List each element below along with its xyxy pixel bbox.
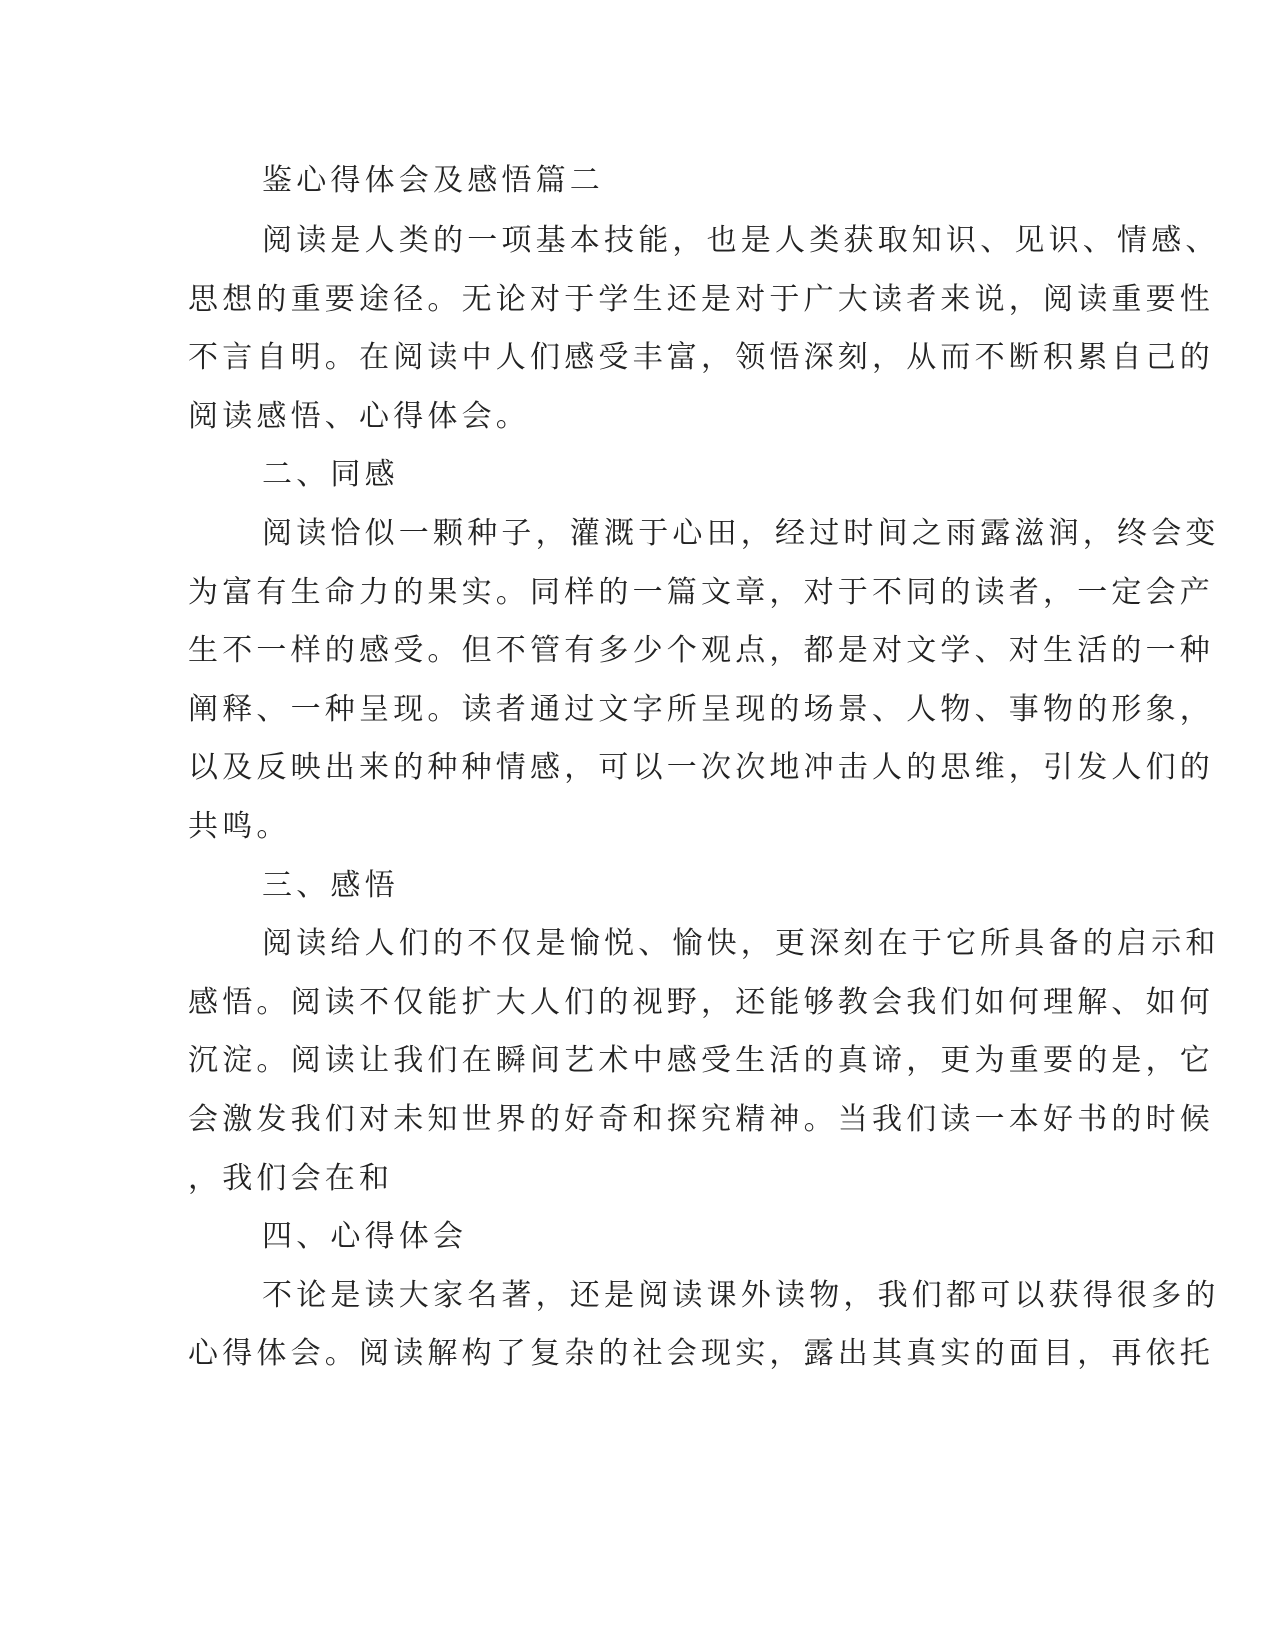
paragraph-line: 阅读恰似一颗种子，灌溉于心田，经过时间之雨露滋润，终会变 (262, 516, 1220, 551)
paragraph-line: ，我们会在和 (188, 1161, 394, 1196)
paragraph-line: 为富有生命力的果实。同样的一篇文章，对于不同的读者，一定会产 (188, 575, 1214, 610)
paragraph-line: 不论是读大家名著，还是阅读课外读物，我们都可以获得很多的 (262, 1278, 1220, 1313)
paragraph-line: 感悟。阅读不仅能扩大人们的视野，还能够教会我们如何理解、如何 (188, 985, 1214, 1020)
paragraph-line: 阐释、一种呈现。读者通过文字所呈现的场景、人物、事物的形象， (188, 692, 1214, 727)
paragraph-line: 沉淀。阅读让我们在瞬间艺术中感受生活的真谛，更为重要的是，它 (188, 1043, 1214, 1078)
paragraph-line: 会激发我们对未知世界的好奇和探究精神。当我们读一本好书的时候 (188, 1102, 1214, 1137)
paragraph-line: 思想的重要途径。无论对于学生还是对于广大读者来说，阅读重要性 (188, 282, 1214, 317)
paragraph-line: 阅读给人们的不仅是愉悦、愉快，更深刻在于它所具备的启示和 (262, 926, 1220, 961)
section-heading: 三、感悟 (262, 868, 399, 903)
section-heading: 二、同感 (262, 457, 399, 492)
paragraph-line: 心得体会。阅读解构了复杂的社会现实，露出其真实的面目，再依托 (188, 1336, 1214, 1371)
paragraph-line: 共鸣。 (188, 809, 291, 844)
paragraph-line: 阅读感悟、心得体会。 (188, 399, 530, 434)
paragraph-line: 不言自明。在阅读中人们感受丰富，领悟深刻，从而不断积累自己的 (188, 340, 1214, 375)
document-title: 鉴心得体会及感悟篇二 (262, 163, 604, 198)
paragraph-line: 以及反映出来的种种情感，可以一次次地冲击人的思维，引发人们的 (188, 750, 1214, 785)
paragraph-line: 生不一样的感受。但不管有多少个观点，都是对文学、对生活的一种 (188, 633, 1214, 668)
section-heading: 四、心得体会 (262, 1219, 468, 1254)
paragraph-line: 阅读是人类的一项基本技能，也是人类获取知识、见识、情感、 (262, 223, 1220, 258)
